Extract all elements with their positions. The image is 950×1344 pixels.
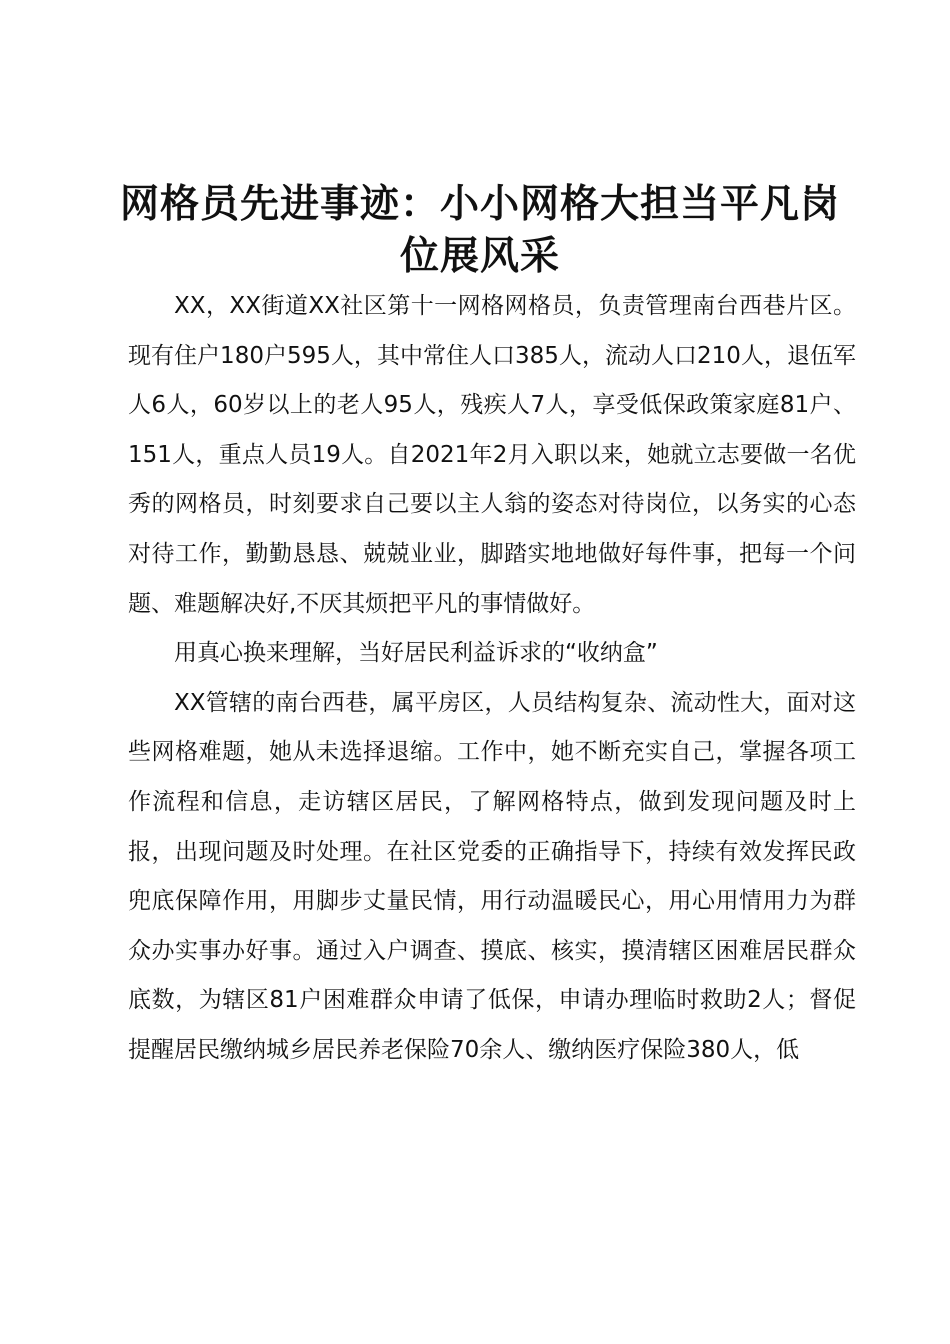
document-body xyxy=(128,282,856,1076)
paragraph-section-1: XX管辖的南台西巷，属平房区，人员结构复杂、流动性大，面对这些网格难题，她从未选择退缩。工作中，她不断充实自己，掌握各项工作流程和信息，走访辖区居民，了解网格特点，做到发现问题及时上报，出现问题及时处理。在社区党委的正确指导下，持续有效发挥民政兜底保障作用，用脚步丈量民情，用行动温暖民心，用心用情用力为群众办实事办好事。通过入户调查、摸底、核实，摸清辖区困难居民群众底数，为辖区81户困难群众申请了低保，申请办理临时救助2人；督促提醒居民缴纳城乡居民养老保险70余人、缴纳医疗保险380人，低 xyxy=(128,689,856,1063)
document-title: 网格员先进事迹：小小网格大担当平凡岗位展风采 xyxy=(119,181,840,279)
paragraph-intro: XX，XX街道XX社区第十一网格网格员，负责管理南台西巷片区。现有住户180户595人，其中常住人口385人，流动人口210人，退伍军人6人，60岁以上的老人95人，残疾人7人，享受低保政策家庭81户、151人，重点人员19人。自2021年2月入职以来，她就立志要做一名优秀的网格员，时刻要求自己要以主人翁的姿态对待岗位，以务实的心态对待工作，勤勤恳恳、兢兢业业，脚踏实地地做好每件事，把每一个问题、难题解决好,不厌其烦把平凡的事情做好。 xyxy=(128,293,856,617)
section-heading: 用真心换来理解，当好居民利益诉求的“收纳盒” xyxy=(174,640,658,667)
